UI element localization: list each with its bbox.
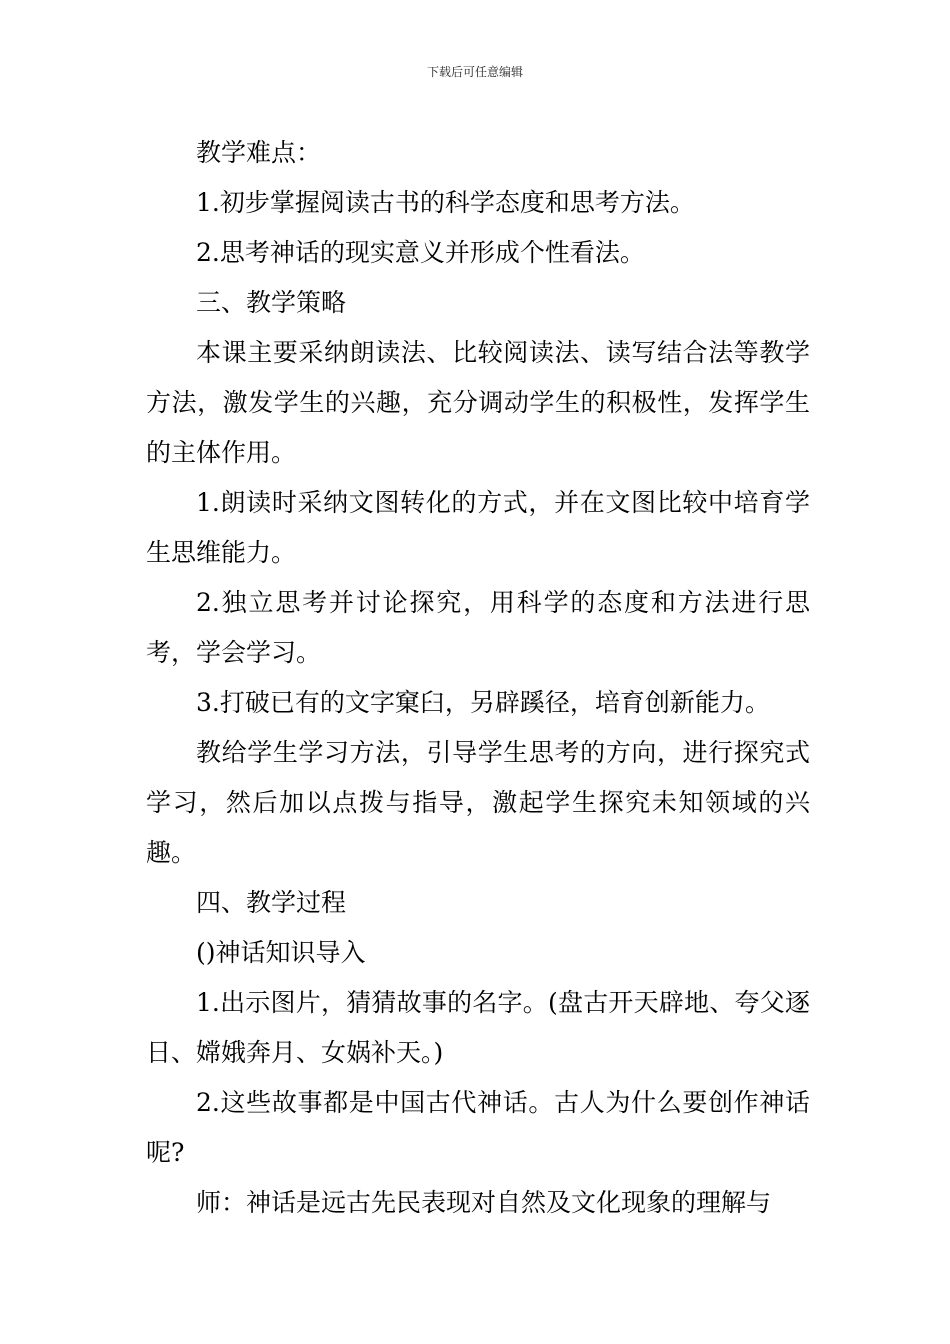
paragraph-process-1: 1.出示图片，猜猜故事的名字。(盘古开天辟地、夸父逐日、嫦娥奔月、女娲补天。) [146, 988, 810, 1067]
paragraph-difficulty-heading: 教学难点： [196, 138, 322, 167]
paragraph-process-2: 2.这些故事都是中国古代神话。古人为什么要创作神话呢? [146, 1088, 810, 1167]
section-heading-process: 四、教学过程 [196, 888, 347, 917]
paragraph-strategy-2: 2.独立思考并讨论探究，用科学的态度和方法进行思考，学会学习。 [146, 588, 810, 667]
paragraph-strategy-3: 3.打破已有的文字窠臼，另辟蹊径，培育创新能力。 [196, 688, 770, 717]
paragraph-difficulty-2: 2.思考神话的现实意义并形成个性看法。 [196, 238, 645, 267]
paragraph-difficulty-1: 1.初步掌握阅读古书的科学态度和思考方法。 [196, 188, 695, 217]
paragraph-teacher: 师：神话是远古先民表现对自然及文化现象的理解与 [196, 1188, 772, 1217]
paragraph-strategy-intro: 本课主要采纳朗读法、比较阅读法、读写结合法等教学方法，激发学生的兴趣，充分调动学生的积极性，发挥学生的主体作用。 [146, 338, 810, 467]
section-heading-strategy: 三、教学策略 [196, 288, 347, 317]
paragraph-strategy-1: 1.朗读时采纳文图转化的方式，并在文图比较中培育学生思维能力。 [146, 488, 810, 567]
paragraph-strategy-summary: 教给学生学习方法，引导学生思考的方向，进行探究式学习，然后加以点拨与指导，激起学生探究未知领域的兴趣。 [146, 738, 810, 867]
document-body [146, 128, 810, 1228]
subsection-heading-intro: ()神话知识导入 [196, 938, 366, 967]
page-header: 下载后可任意编辑 [426, 65, 523, 79]
